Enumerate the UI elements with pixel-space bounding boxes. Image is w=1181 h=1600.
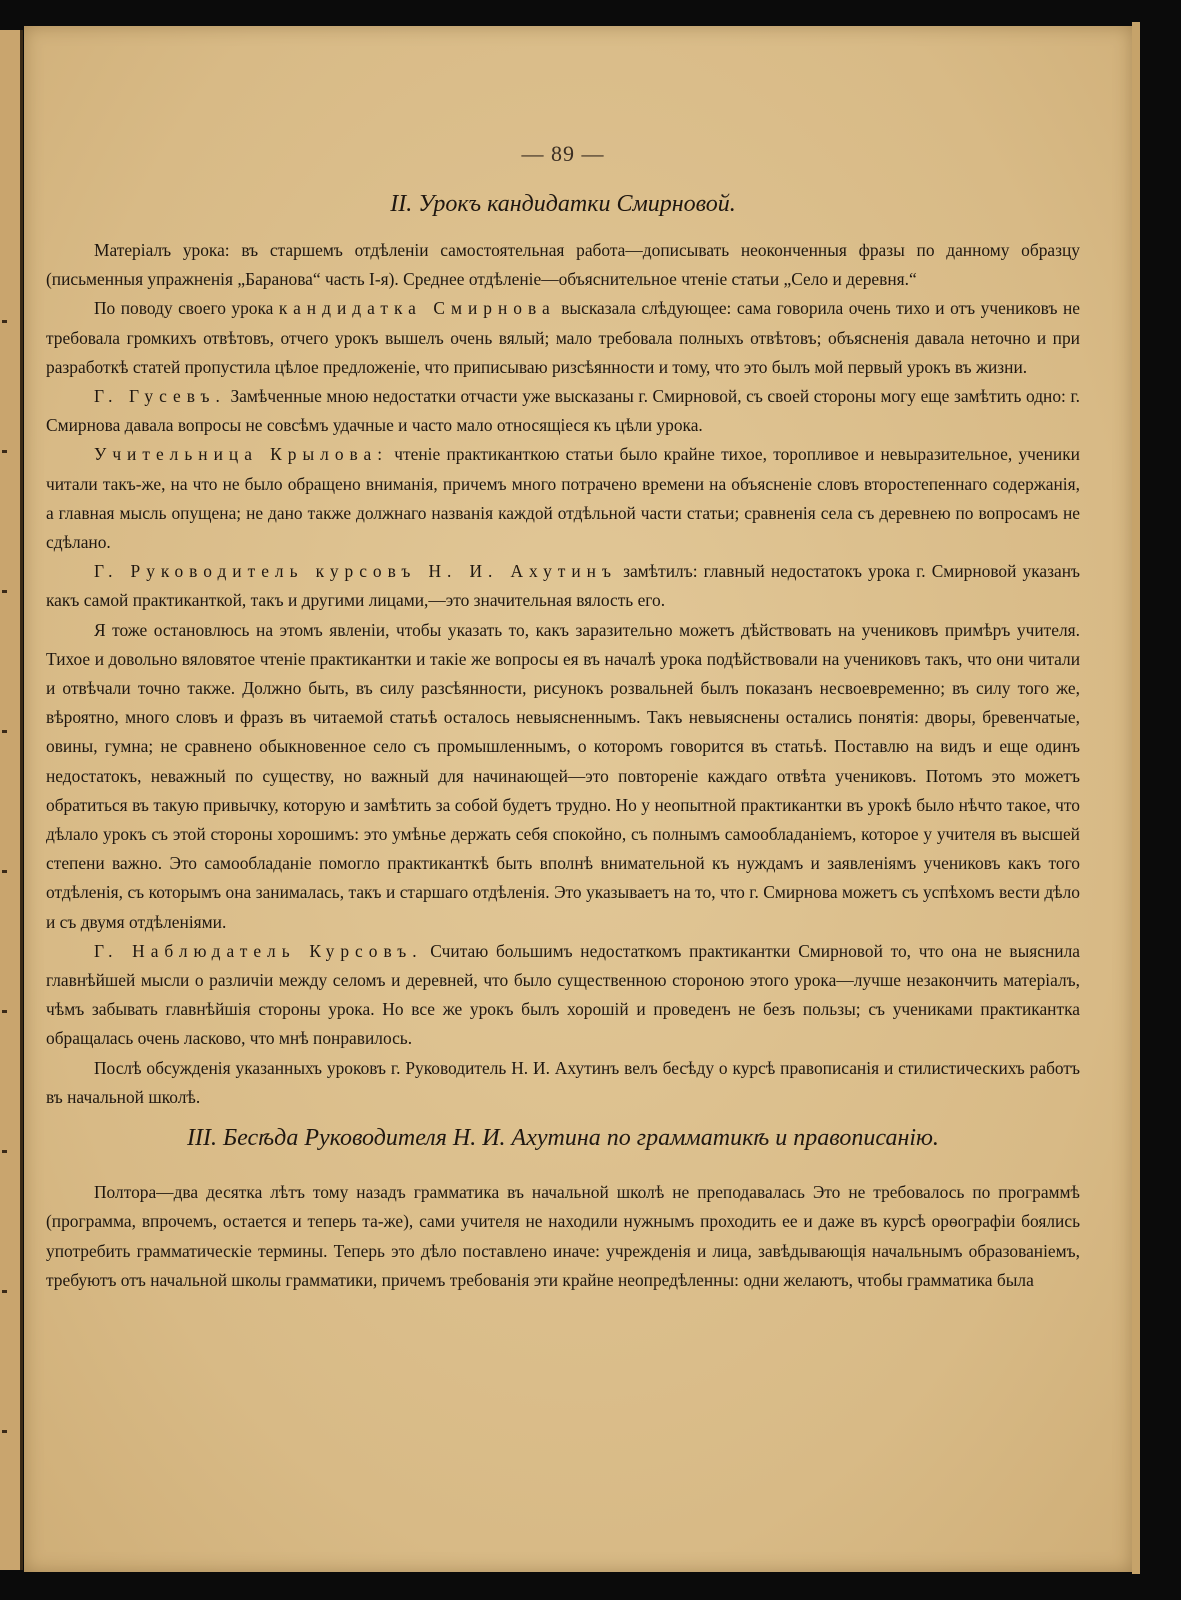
paragraph-text: высказала слѣдующее: сама говорила очень тихо и отъ учениковъ не требовала громкихъ отвѣтовъ, отчего урокъ вышелъ очень вялый; мало требовала полныхъ отвѣтовъ; объясненія давала неточно и при разработкѣ статей пропустила цѣлое предложеніе, что приписываю ризсѣянности и тому, что это былъ мой первый урокъ въ жизни. [46, 298, 1080, 377]
paragraph-text: чтеніе практиканткою статьи было крайне тихое, торопливое и невыразительное, ученики читали такъ-же, на что не было обращено вниманія, причемъ много потрачено времени на объясненіе словъ второстепеннаго содержанія, а главная мысль опущена; не дано также должнаго названія каждой отдѣльной части статьи; сравненія села съ деревнею по вопросамъ не сдѣлано. [46, 444, 1080, 553]
margin-mark [2, 1010, 7, 1013]
paragraph [46, 294, 1080, 382]
margin-mark [2, 1290, 7, 1293]
paragraph-text: Послѣ обсужденія указанныхъ уроковъ г. Руководитель Н. И. Ахутинъ велъ бесѣду о курсѣ правописанія и стилистическихъ работъ въ начальной школѣ. [46, 1057, 1080, 1107]
margin-mark [2, 1430, 7, 1433]
paragraph-text: По поводу своего урока [94, 298, 279, 319]
margin-mark [2, 320, 7, 323]
speaker-name: Учительница Крылова: [94, 444, 389, 465]
left-page-edge [0, 30, 23, 1570]
paragraph [46, 557, 1080, 615]
paragraph-text: Матеріалъ урока: въ старшемъ отдѣленіи самостоятельная работа—дописывать неоконченныя фразы по данному образцу (письменныя упражненія „Баранова“ часть I-я). Среднее отдѣленіе—объяснительное чтеніе статьи „Село и деревня.“ [46, 240, 1080, 290]
paragraph-text: Замѣченные мною недостатки отчасти уже высказаны г. Смирновой, съ своей стороны могу еще замѣтить одно: г. Смирнова давала вопросы не совсѣмъ удачные и часто мало относящіеся къ цѣли урока. [46, 386, 1080, 436]
paragraph [46, 1054, 1080, 1112]
speaker-name: Г. Гусевъ. [94, 386, 226, 407]
paragraph [46, 440, 1080, 557]
book-page [24, 26, 1132, 1572]
margin-mark [2, 590, 7, 593]
speaker-name: Г. Руководитель курсовъ Н. И. Ахутинъ [94, 561, 617, 582]
paragraph-text: Считаю большимъ недостаткомъ практикантки Смирновой то, что она не выяснила главнѣйшей мысли о различіи между селомъ и деревней, что было существенною стороною этого урока—лучше незакончить матеріалъ, чѣмъ забывать главнѣйшія стороны урока. Но все же урокъ былъ хорошій и проведенъ не безъ пользы; съ учениками практикантка обращалась очень ласково, что мнѣ понравилось. [46, 940, 1081, 1049]
right-page-edge [1132, 22, 1140, 1574]
margin-mark [2, 450, 7, 453]
speaker-name: Г. Наблюдатель Курсовъ. [94, 940, 423, 961]
paragraph [46, 1178, 1080, 1295]
paragraph-text: Полтора—два десятка лѣтъ тому назадъ грамматика въ начальной школѣ не преподавалась Это не требовалось по программѣ (программа, впрочемъ, остается и теперь та-же), сами учителя не находили нужнымъ проходить ее и даже въ курсѣ орѳографіи боялись употребить грамматическіе термины. Теперь это дѣло поставлено иначе: учрежденія и лица, завѣдывающія начальнымъ образованіемъ, требуютъ отъ начальной школы грамматики, причемъ требованія эти крайне неопредѣленны: одни желаютъ, чтобы грамматика была [46, 1182, 1080, 1290]
paragraph [46, 382, 1080, 440]
section-2-heading: II. Урокъ кандидатки Смирновой. [390, 191, 736, 217]
paragraph [46, 236, 1080, 294]
paragraph [46, 937, 1080, 1054]
section-3-heading: III. Бесѣда Руководителя Н. И. Ахутина по грамматикѣ и правописанію. [187, 1125, 939, 1152]
page-number: — 89 — [521, 141, 605, 166]
margin-mark [2, 870, 7, 873]
margin-mark [2, 730, 7, 733]
speaker-name: кандидатка Смирнова [278, 298, 556, 319]
paragraph-text: замѣтилъ: главный недостатокъ урока г. Смирновой указанъ какъ самой практиканткой, такъ и другими лицами,—это значительная вялость его. [46, 561, 1080, 611]
paragraph-text: Я тоже остановлюсь на этомъ явленіи, чтобы указать то, какъ заразительно можетъ дѣйствовать на учениковъ примѣръ учителя. Тихое и довольно вяловятое чтеніе практикантки и такіе же вопросы ея въ началѣ урока подѣйствовали на учениковъ такъ, что они читали и отвѣчали точно также. Должно быть, въ силу разсѣянности, рисунокъ розвальней былъ показанъ несвоевременно; въ силу того же, вѣроятно, много словъ и фразъ въ читаемой статьѣ осталось невыясненнымъ. Такъ невыяснены остались понятія: дворы, бревенчатые, овины, гумна; не сравнено обыкновенное село съ промышленнымъ, о которомъ говорится въ статьѣ. Поставлю на видъ и еще одинъ недостатокъ, неважный по существу, но важный для начинающей—это повтореніе каждаго отвѣта учениковъ. Потомъ это можетъ обратиться въ такую привычку, которую и замѣтить за собой будетъ трудно. Но у неопытной практикантки въ урокѣ было нѣчто такое, что дѣлало урокъ съ этой стороны хорошимъ: это умѣнье держать себя спокойно, съ полнымъ самообладаніемъ, которое у учителя въ высшей степени важно. Это самообладаніе помогло практиканткѣ быть вполнѣ внимательной къ нуждамъ и заявленіямъ учениковъ какъ того отдѣленія, съ которымъ она занималась, такъ и старшаго отдѣленія. Это указываетъ на то, что г. Смирнова можетъ съ успѣхомъ вести дѣло и съ двумя отдѣленіями. [46, 619, 1080, 932]
margin-mark [2, 1150, 7, 1153]
page-content [46, 140, 1080, 1295]
paragraph [46, 616, 1080, 937]
